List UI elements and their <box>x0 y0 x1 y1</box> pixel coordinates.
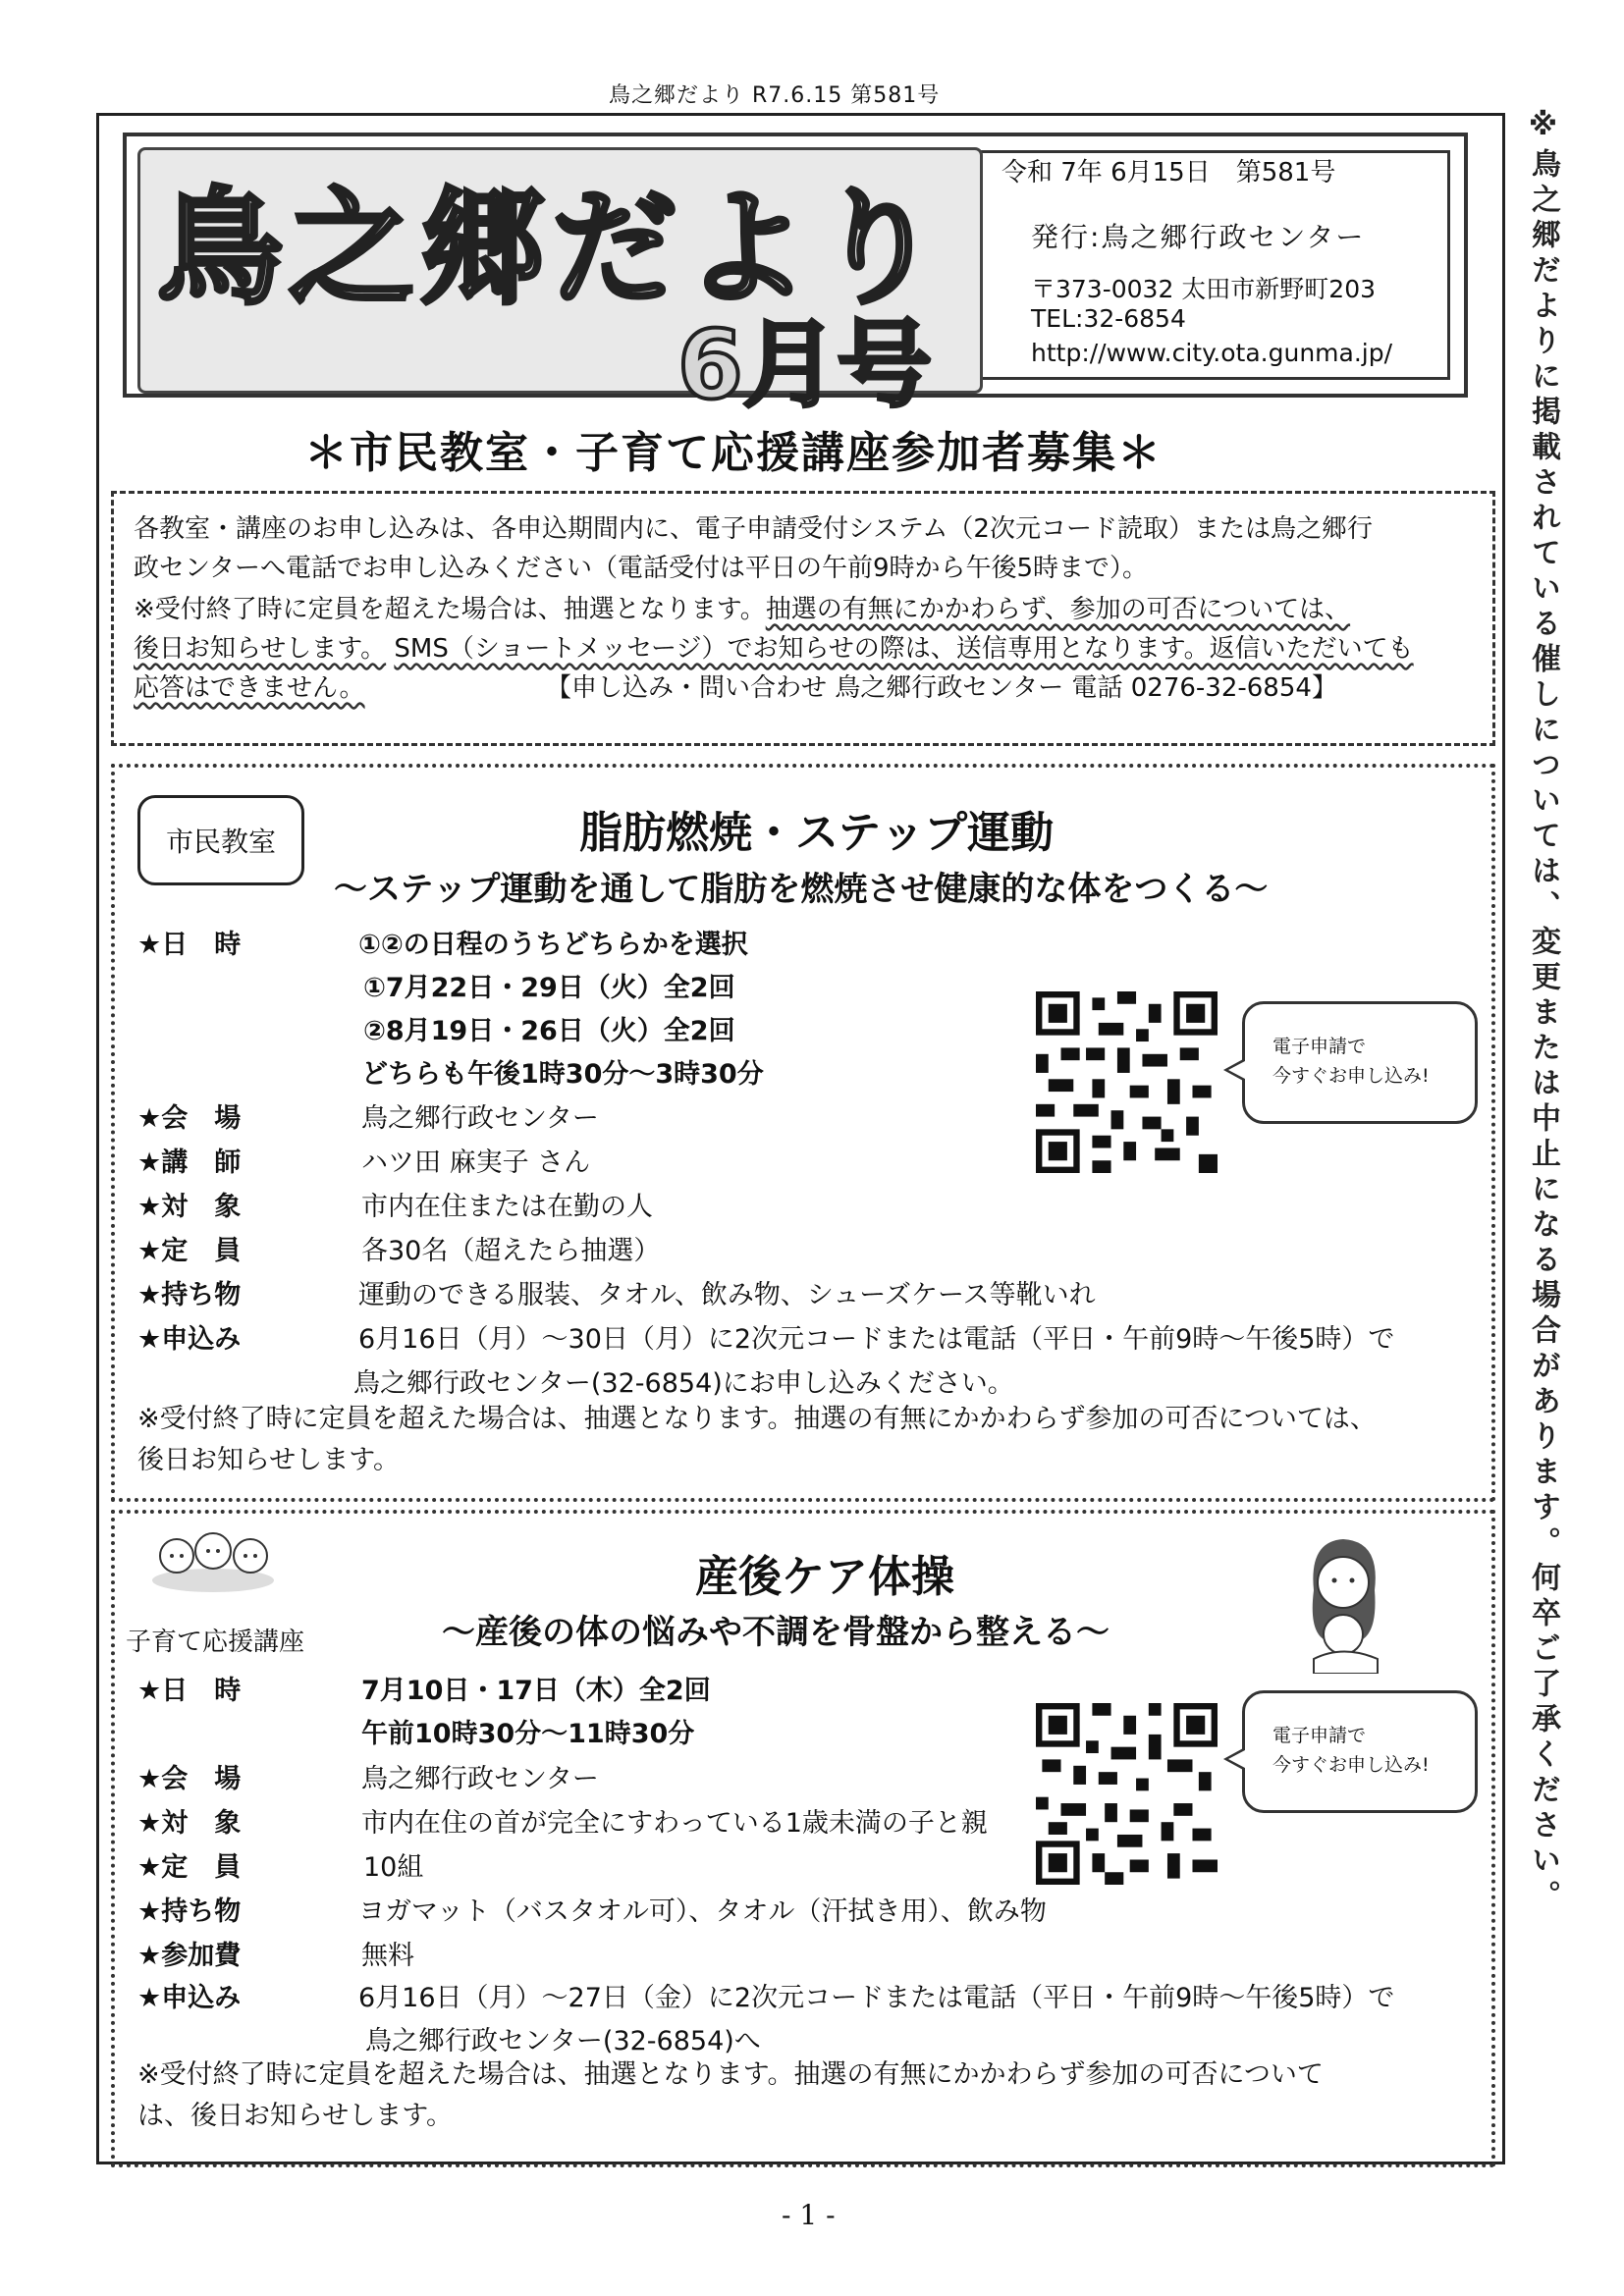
label-bring: ★持ち物 <box>137 1280 242 1310</box>
date-line: どちらも午後1時30分～3時30分 <box>361 1059 764 1090</box>
label-bring: ★持ち物 <box>137 1896 242 1927</box>
venue: 鳥之郷行政センター <box>361 1764 599 1794</box>
intro-line: 後日お知らせします。 SMS（ショートメッセージ）でお知らせの際は、送信専用となります。返信いただいても <box>134 634 1414 664</box>
intro-box <box>111 491 1495 746</box>
side-notice: ※鳥之郷だよりに掲載されている催しについては、変更または中止になる場合があります。何卒ご了承ください。 <box>1526 108 1560 1915</box>
website-link[interactable]: http://www.city.ota.gunma.jp/ <box>1031 339 1393 367</box>
target: 市内在住または在勤の人 <box>361 1192 653 1222</box>
label-capacity: ★定 員 <box>137 1852 242 1883</box>
apply-info: 鳥之郷行政センター(32-6854)にお申し込みください。 <box>353 1368 1014 1399</box>
capacity: 各30名（超えたら抽選） <box>361 1236 661 1266</box>
mother-baby-illustration-icon <box>1284 1531 1397 1674</box>
page-headline: ＊市民教室・子育て応援講座参加者募集＊ <box>304 428 1163 478</box>
newsletter-month: 6月号 <box>677 310 932 420</box>
lottery-note: 後日お知らせします。 <box>137 1445 401 1475</box>
address: 〒373-0032 太田市新野町203 <box>1031 275 1377 303</box>
date-line: 午前10時30分～11時30分 <box>361 1719 695 1749</box>
qr-code-icon[interactable] <box>1036 1703 1218 1885</box>
babies-illustration-icon <box>147 1526 280 1595</box>
date-line: 7月10日・17日（木）全2回 <box>361 1676 711 1706</box>
items-to-bring: 運動のできる服装、タオル、飲み物、シューズケース等靴いれ <box>358 1280 1096 1310</box>
apply-info: 6月16日（月）～30日（月）に2次元コードまたは電話（平日・午前9時～午後5時）で <box>358 1324 1395 1355</box>
newsletter-title: 鳥之郷だより <box>157 176 947 322</box>
label-venue: ★会 場 <box>137 1103 242 1134</box>
label-fee: ★参加費 <box>137 1941 242 1971</box>
label-apply: ★申込み <box>137 1324 242 1355</box>
issue-date: 令和 7年 6月15日 第581号 <box>1001 158 1336 187</box>
class-title: 脂肪燃焼・ステップ運動 <box>579 808 1055 858</box>
label-apply: ★申込み <box>137 1983 242 2013</box>
label-venue: ★会 場 <box>137 1764 242 1794</box>
label-target: ★対 象 <box>137 1192 242 1222</box>
apply-info: 6月16日（月）～27日（金）に2次元コードまたは電話（平日・午前9時～午後5時）で <box>358 1983 1395 2013</box>
page-number: - 1 - <box>782 2199 836 2231</box>
qr-code-icon[interactable] <box>1036 991 1218 1173</box>
label-capacity: ★定 員 <box>137 1236 242 1266</box>
capacity: 10組 <box>363 1852 424 1883</box>
date-line: ①②の日程のうちどちらかを選択 <box>358 930 748 960</box>
label-target: ★対 象 <box>137 1808 242 1839</box>
telephone: TEL:32-6854 <box>1031 304 1186 333</box>
date-line: ②8月19日・26日（火）全2回 <box>363 1016 735 1046</box>
category-tag: 市民教室 <box>137 795 304 885</box>
fee: 無料 <box>361 1941 414 1971</box>
venue: 鳥之郷行政センター <box>361 1103 599 1134</box>
instructor: ハツ田 麻実子 さん <box>361 1148 591 1178</box>
course-subtitle: ～産後の体の悩みや不調を骨盤から整える～ <box>442 1613 1110 1652</box>
apply-online-bubble: 電子申請で 今すぐお申し込み! <box>1242 1001 1478 1124</box>
lottery-note: ※受付終了時に定員を超えた場合は、抽選となります。抽選の有無にかかわらず参加の可否については、 <box>137 1404 1377 1434</box>
lottery-note: は、後日お知らせします。 <box>137 2101 454 2131</box>
intro-line: 各教室・講座のお申し込みは、各申込期間内に、電子申請受付システム（2次元コード読取）または鳥之郷行 <box>134 514 1373 544</box>
apply-online-bubble: 電子申請で 今すぐお申し込み! <box>1242 1690 1478 1813</box>
class-subtitle: ～ステップ運動を通して脂肪を燃焼させ健康的な体をつくる～ <box>334 870 1269 909</box>
intro-line: ※受付終了時に定員を超えた場合は、抽選となります。抽選の有無にかかわらず、参加の可否については、 <box>134 595 1351 624</box>
intro-line: 応答はできません。 <box>134 673 365 703</box>
publisher: 発行:鳥之郷行政センター <box>1031 221 1366 253</box>
date-line: ①7月22日・29日（火）全2回 <box>363 973 735 1003</box>
intro-line: 政センターへ電話でお申し込みください（電話受付は平日の午前9時から午後5時まで）。 <box>134 554 1149 583</box>
running-head: 鳥之郷だより R7.6.15 第581号 <box>609 83 941 108</box>
apply-info: 鳥之郷行政センター(32-6854)へ <box>365 2026 761 2056</box>
label-date: ★日 時 <box>137 930 242 960</box>
category-tag: 子育て応援講座 <box>126 1628 305 1657</box>
items-to-bring: ヨガマット（バスタオル可）、タオル（汗拭き用）、飲み物 <box>358 1896 1047 1927</box>
target: 市内在住の首が完全にすわっている1歳未満の子と親 <box>361 1808 988 1839</box>
lottery-note: ※受付終了時に定員を超えた場合は、抽選となります。抽選の有無にかかわらず参加の可否について <box>137 2059 1324 2090</box>
contact-info: 【申し込み・問い合わせ 鳥之郷行政センター 電話 0276-32-6854】 <box>546 673 1337 703</box>
label-instructor: ★講 師 <box>137 1148 242 1178</box>
course-title: 産後ケア体操 <box>695 1552 954 1602</box>
label-date: ★日 時 <box>137 1676 242 1706</box>
